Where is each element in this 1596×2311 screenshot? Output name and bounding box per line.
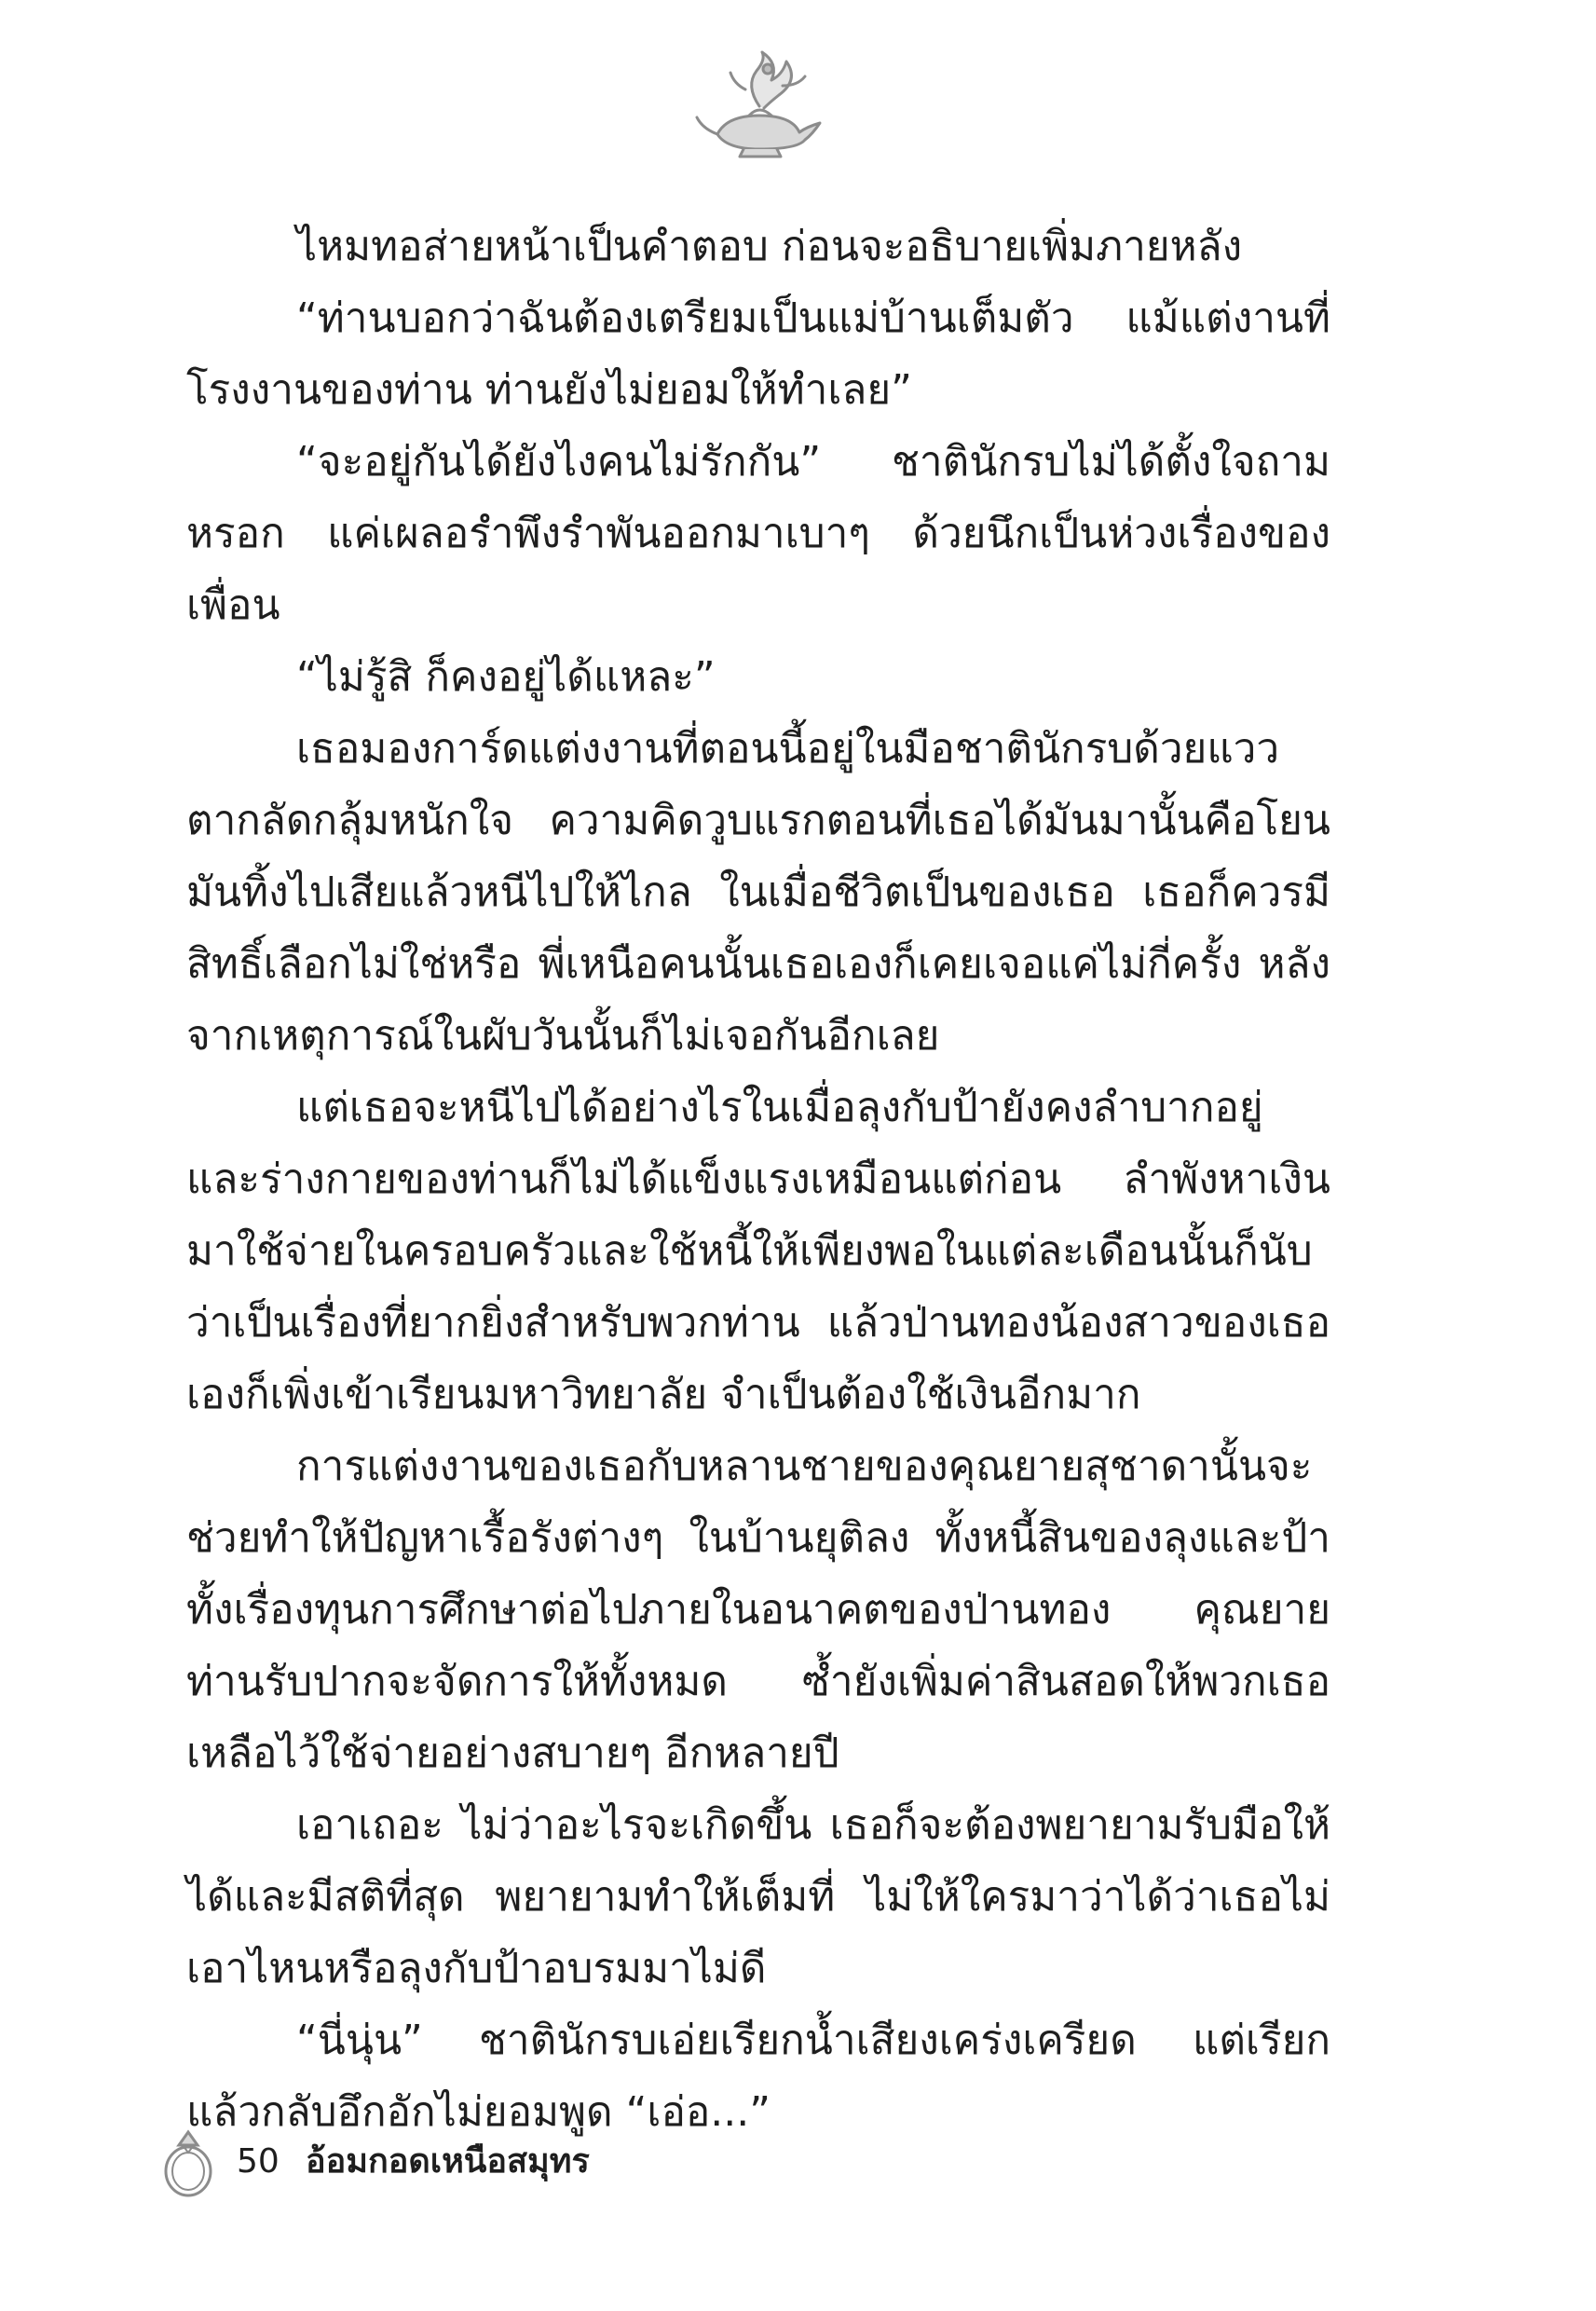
paragraph-5: เธอมองการ์ดแต่งงานที่ตอนนี้อยู่ในมือชาตินักรบด้วยแววตากลัดกลุ้มหนักใจ ความคิดวูบแรกตอนที่เธอได้มันมานั้นคือโยนมันทิ้งไปเสียแล้วหนีไปให้ไกล ในเมื่อชีวิตเป็นของเธอ เธอก็ควรมีสิทธิ์เลือกไม่ใช่หรือ พี่เหนือคนนั้นเธอเองก็เคยเจอแค่ไม่กี่ครั้ง หลังจากเหตุการณ์ในผับวันนั้นก็ไม่เจอกันอีกเลย	[186, 725, 1330, 1060]
page-number: 50	[237, 2142, 280, 2181]
paragraph-8: เอาเถอะ ไม่ว่าอะไรจะเกิดขึ้น เธอก็จะต้องพยายามรับมือให้ได้และมีสติที่สุด พยายามทำให้เต็มที่ ไม่ให้ใครมาว่าได้ว่าเธอไม่เอาไหนหรือลุงกับป้าอบรมมาไม่ดี	[186, 1801, 1330, 1992]
body-text	[186, 211, 1330, 2148]
paragraph-7: การแต่งงานของเธอกับหลานชายของคุณยายสุชาดานั้นจะช่วยทำให้ปัญหาเรื้อรังต่างๆ ในบ้านยุติลง ทั้งหนี้สินของลุงและป้า ทั้งเรื่องทุนการศึกษาต่อไปภายในอนาคตของป่านทอง คุณยายท่านรับปากจะจัดการให้ทั้งหมด ซ้ำยังเพิ่มค่าสินสอดให้พวกเธอเหลือไว้ใช้จ่ายอย่างสบายๆ อีกหลายปี	[186, 1443, 1330, 1777]
paragraph-3: “จะอยู่กันได้ยังไงคนไม่รักกัน” ชาตินักรบไม่ได้ตั้งใจถามหรอก แค่เผลอรำพึงรำพันออกมาเบาๆ ด้วยนึกเป็นห่วงเรื่องของเพื่อน	[186, 438, 1330, 629]
paragraph-4: “ไม่รู้สิ ก็คงอยู่ได้แหละ”	[296, 653, 716, 701]
paragraph-9: “นี่นุ่น” ชาตินักรบเอ่ยเรียกน้ำเสียงเคร่งเครียด แต่เรียกแล้วกลับอึกอักไม่ยอมพูด “เอ่อ...”	[186, 2017, 1330, 2136]
paragraph-1: ไหมทอส่ายหน้าเป็นคำตอบ ก่อนจะอธิบายเพิ่มภายหลัง	[296, 223, 1243, 270]
ring-icon	[157, 2125, 220, 2199]
book-title: อ้อมกอดเหนือสมุทร	[306, 2142, 590, 2181]
genie-lamp-icon	[689, 48, 829, 160]
paragraph-6: แต่เธอจะหนีไปได้อย่างไรในเมื่อลุงกับป้ายังคงลำบากอยู่และร่างกายของท่านก็ไม่ได้แข็งแรงเหมือนแต่ก่อน ลำพังหาเงินมาใช้จ่ายในครอบครัวและใช้หนี้ให้เพียงพอในแต่ละเดือนนั้นก็นับว่าเป็นเรื่องที่ยากยิ่งสำหรับพวกท่าน แล้วป่านทองน้องสาวของเธอเองก็เพิ่งเข้าเรียนมหาวิทยาลัย จำเป็นต้องใช้เงินอีกมาก	[186, 1084, 1330, 1418]
paragraph-2: “ท่านบอกว่าฉันต้องเตรียมเป็นแม่บ้านเต็มตัว แม้แต่งานที่โรงงานของท่าน ท่านยังไม่ยอมให้ทำเลย”	[186, 294, 1330, 414]
page-footer	[157, 2125, 809, 2199]
